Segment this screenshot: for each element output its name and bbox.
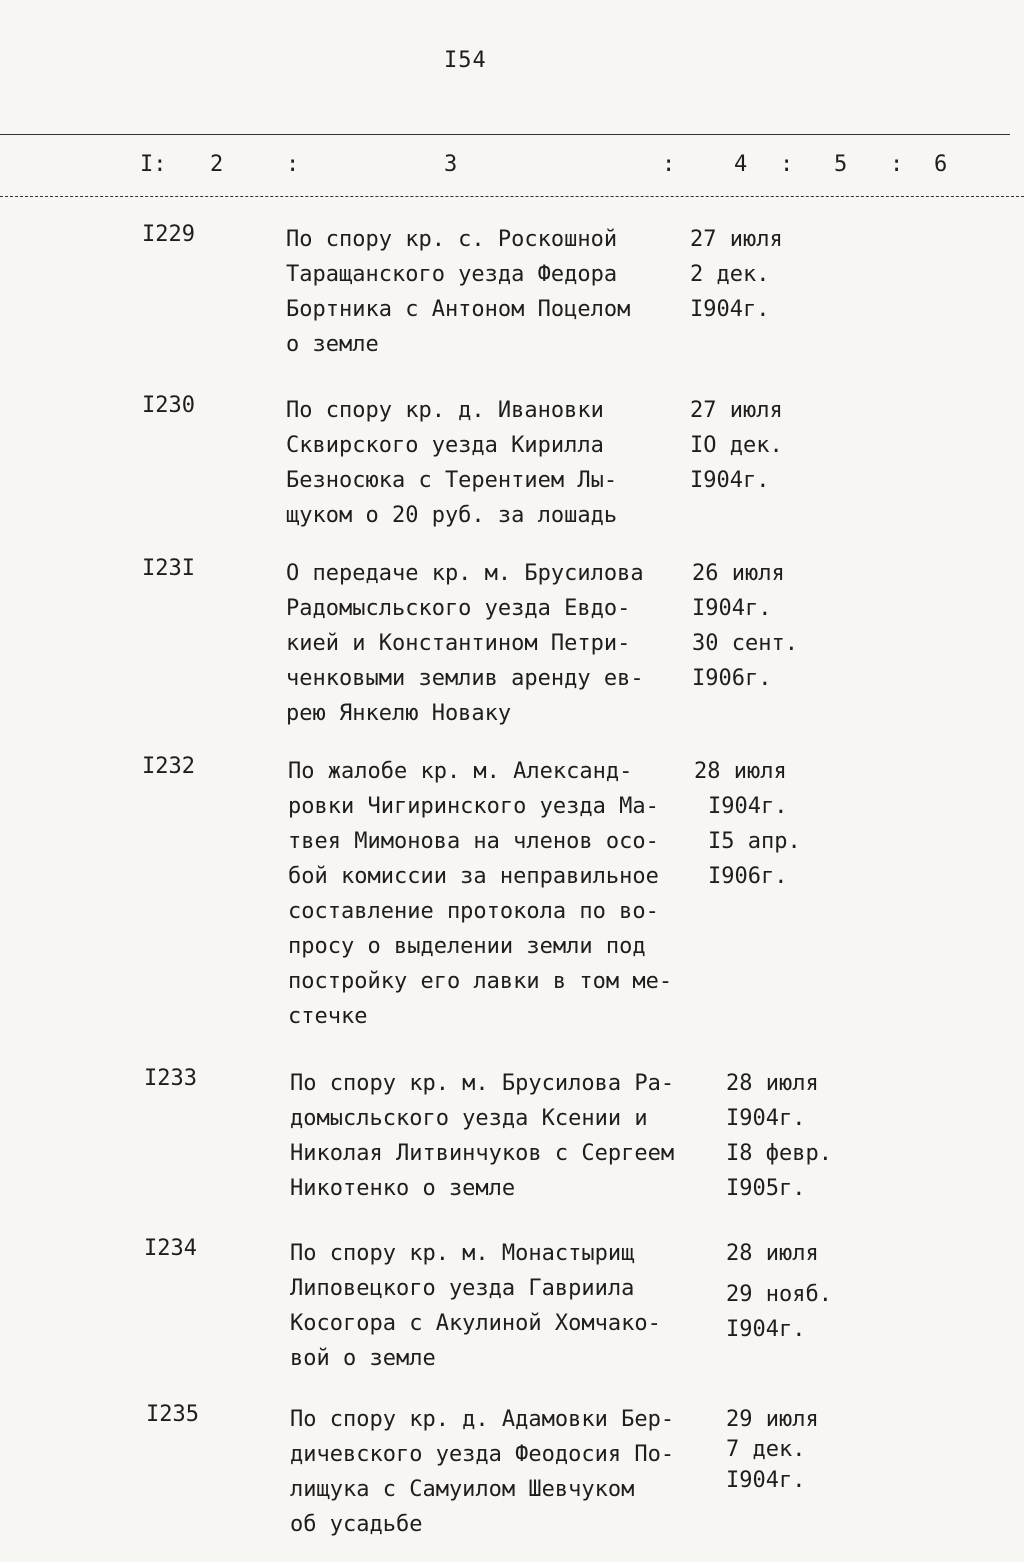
date-line: I904г. (692, 596, 772, 621)
date-line: 26 июля (692, 561, 785, 586)
description-line: просу о выделении земли под (288, 934, 646, 959)
description-line: постройку его лавки в том ме- (288, 969, 673, 994)
date-line: 27 июля (690, 398, 783, 423)
date-line: I904г. (708, 794, 788, 819)
date-line: 28 июля (694, 759, 787, 784)
description-line: Радомысльского уезда Евдо- (286, 596, 631, 621)
column-header-6: 6 (934, 152, 948, 177)
date-line: IO дек. (690, 433, 783, 458)
date-line: I906г. (708, 864, 788, 889)
entry-description (286, 393, 706, 533)
date-line: 27 июля (690, 227, 783, 252)
date-line: 28 июля (726, 1241, 819, 1266)
entry-description (290, 1236, 710, 1376)
description-line: По спору кр. д. Адамовки Бер- (290, 1407, 675, 1432)
column-separator: : (780, 152, 794, 177)
date-line: I904г. (690, 297, 770, 322)
entry-number: I230 (142, 393, 195, 418)
description-line: Таращанского уезда Федора (286, 262, 618, 287)
description-line: твея Мимонова на членов осо- (288, 829, 659, 854)
description-line: кией и Константином Петри- (286, 631, 631, 656)
description-line: О передаче кр. м. Брусилова (286, 561, 644, 586)
entry-dates (726, 1402, 819, 1498)
description-line: По жалобе кр. м. Александ- (288, 759, 633, 784)
entry-description (286, 222, 706, 362)
date-line: 29 нояб. (726, 1282, 832, 1307)
column-header-5: 5 (834, 152, 848, 177)
column-header-row (0, 152, 1024, 186)
description-line: щуком о 20 руб. за лошадь (286, 503, 618, 528)
description-line: По спору кр. м. Монастырищ (290, 1241, 635, 1266)
date-line: I904г. (726, 1106, 806, 1131)
description-line: По спору кр. д. Ивановки (286, 398, 604, 423)
description-line: вой о земле (290, 1346, 436, 1371)
table-header-rule (0, 196, 1024, 197)
page-number: I54 (444, 48, 487, 73)
date-line: 29 июля (726, 1407, 819, 1432)
description-line: ровки Чигиринского уезда Ма- (288, 794, 659, 819)
description-line: об усадьбе (290, 1512, 423, 1537)
description-line: Николая Литвинчуков с Сергеем (290, 1141, 675, 1166)
entry-dates (726, 1236, 832, 1347)
description-line: По спору кр. м. Брусилова Ра- (290, 1071, 675, 1096)
description-line: о земле (286, 332, 379, 357)
description-line: стечке (288, 1004, 368, 1029)
entry-dates (692, 556, 798, 696)
date-line: I5 апр. (708, 829, 801, 854)
description-line: Никотенко о земле (290, 1176, 516, 1201)
date-line: 2 дек. (690, 262, 770, 287)
description-line: составление протокола по во- (288, 899, 659, 924)
entry-number: I229 (142, 222, 195, 247)
date-line: I904г. (726, 1468, 806, 1493)
date-line: I904г. (690, 468, 770, 493)
column-separator: : (286, 152, 300, 177)
description-line: Бортника с Антоном Поцелом (286, 297, 631, 322)
entry-description (290, 1402, 710, 1542)
description-line: Безносюка с Терентием Лы- (286, 468, 618, 493)
entry-dates (690, 222, 783, 327)
description-line: домысльского уезда Ксении и (290, 1106, 648, 1131)
description-line: лищука с Самуилом Шевчуком (290, 1477, 635, 1502)
date-line: I906г. (692, 666, 772, 691)
entry-number: I234 (144, 1236, 197, 1261)
date-line: 28 июля (726, 1071, 819, 1096)
description-line: дичевского уезда Феодосия По- (290, 1442, 675, 1467)
description-line: Сквирского уезда Кирилла (286, 433, 604, 458)
date-line: I905г. (726, 1176, 806, 1201)
entry-number: I23I (142, 556, 195, 581)
column-header-1: I: (140, 152, 167, 177)
entry-dates (694, 754, 801, 894)
entry-number: I235 (146, 1402, 199, 1427)
entry-dates (690, 393, 783, 498)
column-header-2: 2 (210, 152, 224, 177)
entry-number: I233 (144, 1066, 197, 1091)
date-line: I8 февр. (726, 1141, 832, 1166)
description-line: ченковыми землив аренду ев- (286, 666, 644, 691)
description-line: Косогора с Акулиной Хомчако- (290, 1311, 661, 1336)
column-separator: : (890, 152, 904, 177)
date-line: 30 сент. (692, 631, 798, 656)
entry-description (290, 1066, 710, 1206)
column-header-3: 3 (444, 152, 458, 177)
description-line: Липовецкого уезда Гавриила (290, 1276, 635, 1301)
description-line: рею Янкелю Новаку (286, 701, 512, 726)
column-separator: : (662, 152, 676, 177)
entry-number: I232 (142, 754, 195, 779)
date-line: I904г. (726, 1317, 806, 1342)
entry-description (288, 754, 708, 1034)
description-line: По спору кр. с. Роскошной (286, 227, 618, 252)
column-header-4: 4 (734, 152, 748, 177)
entry-dates (726, 1066, 832, 1206)
description-line: бой комиссии за неправильное (288, 864, 659, 889)
date-line: 7 дек. (726, 1437, 806, 1462)
entry-description (286, 556, 706, 731)
table-top-rule (0, 134, 1010, 135)
